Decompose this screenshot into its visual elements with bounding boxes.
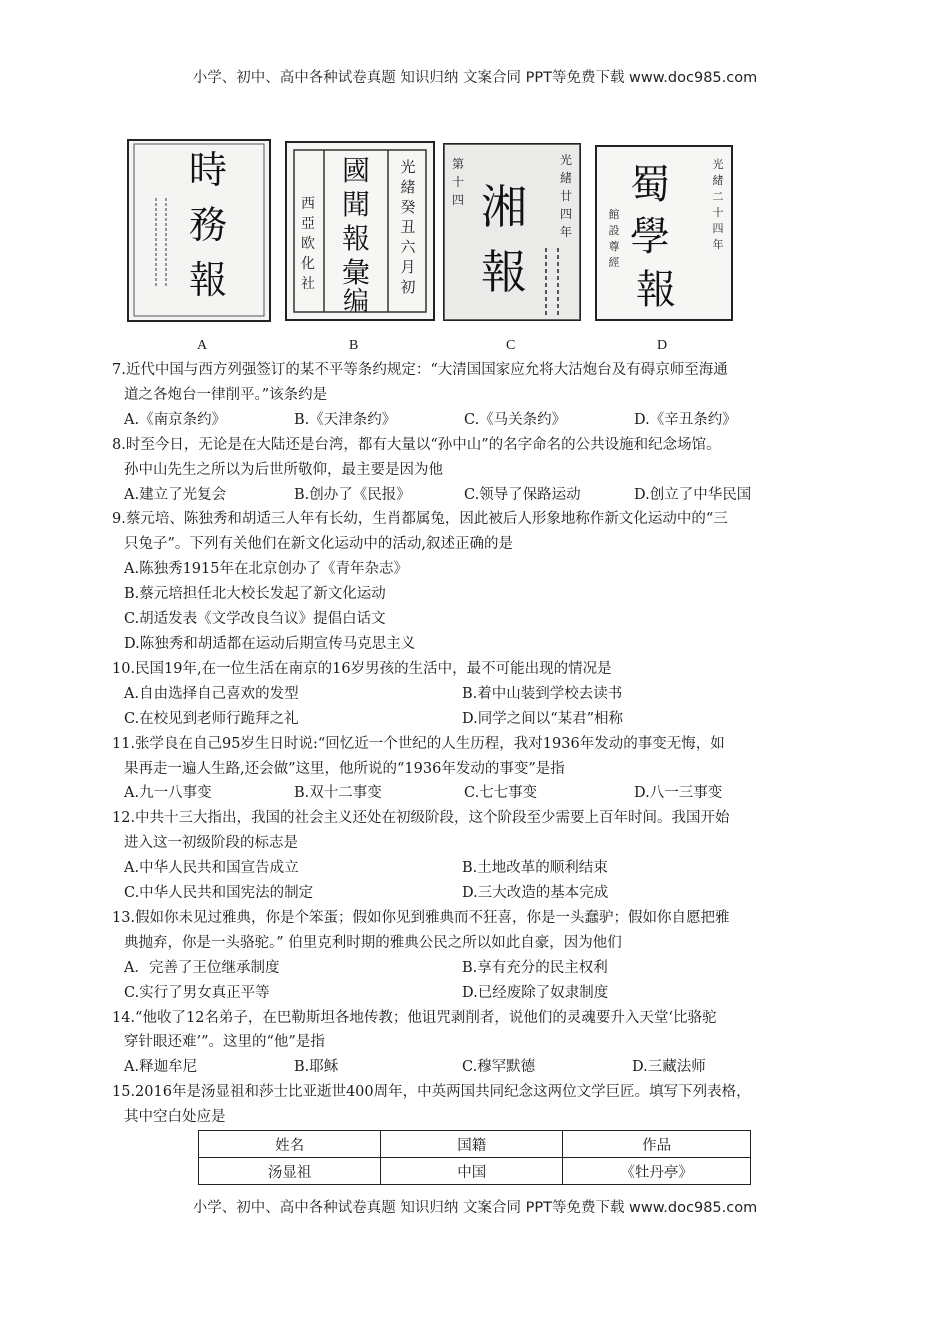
option-a: A.九一八事变	[124, 785, 212, 802]
question-stem: 14.“他收了12名弟子，在巴勒斯坦各地传教；他诅咒剥削者，说他们的灵魂要升入天堂‘比骆驼	[112, 1009, 717, 1026]
option-d: D.创立了中华民国	[634, 486, 752, 503]
question-stem: 13.假如你未见过雅典，你是个笨蛋；假如你见到雅典而不狂喜，你是一头蠢驴；假如你自愿把雅	[112, 909, 730, 926]
svg-text:化: 化	[301, 256, 315, 272]
image-label-a: A	[197, 338, 208, 353]
option-b: B.耶稣	[294, 1059, 339, 1076]
question-8	[112, 433, 842, 508]
svg-text:經: 經	[608, 256, 620, 269]
svg-text:十: 十	[712, 206, 724, 219]
option-d: D.已经废除了奴隶制度	[462, 984, 609, 1001]
question-10	[112, 657, 842, 732]
svg-text:十: 十	[451, 175, 465, 189]
option-c: C.《马关条约》	[464, 411, 567, 428]
table-header: 作品	[563, 1131, 751, 1158]
svg-text:館: 館	[608, 208, 620, 221]
svg-text:四: 四	[712, 222, 724, 235]
newspaper-images	[120, 138, 740, 326]
svg-text:第: 第	[451, 157, 465, 171]
question-15	[112, 1080, 842, 1130]
question-stem-cont: 其中空白处应是	[124, 1109, 226, 1126]
svg-text:報: 報	[636, 267, 676, 313]
svg-text:光: 光	[559, 153, 573, 167]
svg-text:彙: 彙	[341, 256, 371, 289]
option-c: C.七七事变	[464, 785, 538, 802]
question-stem: 15.2016年是汤显祖和莎士比亚逝世400周年，中英两国共同纪念这两位文学巨匠。填写下列表格，	[112, 1084, 751, 1101]
svg-text:報: 報	[341, 222, 371, 255]
svg-text:四: 四	[559, 207, 573, 221]
svg-text:年: 年	[559, 225, 573, 239]
table-row	[199, 1158, 751, 1185]
svg-text:初: 初	[400, 278, 416, 296]
svg-text:欧: 欧	[301, 236, 315, 252]
option-a: A．完善了王位继承制度	[124, 959, 280, 976]
question-stem: 8.时至今日，无论是在大陆还是台湾，都有大量以“孙中山”的名字命名的公共设施和纪念场馆。	[112, 436, 721, 453]
option-a: A.自由选择自己喜欢的发型	[124, 685, 299, 702]
image-label-b: B	[349, 338, 359, 353]
image-a-title-3: 報	[188, 258, 228, 302]
option-b: B.《天津条约》	[294, 411, 397, 428]
question-stem: 7.近代中国与西方列强签订的某不平等条约规定：“大清国国家应允将大沽炮台及有碍京师至海通	[112, 362, 728, 378]
option-d: D.同学之间以“某君”相称	[462, 710, 624, 727]
header-banner: 小学、初中、高中各种试卷真题 知识归纳 文案合同 PPT等免费下载 www.doc985.com	[192, 70, 758, 86]
option-b: B.双十二事变	[294, 785, 382, 802]
option-a: A.建立了光复会	[124, 486, 227, 503]
question-stem: 12.中共十三大指出，我国的社会主义还处在初级阶段，这个阶段至少需要上百年时间。我国开始	[112, 810, 730, 827]
question-stem-cont: 果再走一遍人生路,还会做”这里，他所说的“1936年发动的事变”是指	[124, 760, 565, 777]
question-stem-cont: 只兔子”。下列有关他们在新文化运动中的活动,叙述正确的是	[124, 536, 514, 553]
svg-text:緒: 緒	[559, 171, 573, 185]
svg-text:二: 二	[712, 190, 724, 203]
image-label-c: C	[506, 338, 516, 353]
option-c: C.穆罕默德	[462, 1059, 536, 1076]
question-stem: 11.张学良在自己95岁生日时说:“回忆近一个世纪的人生历程，我对1936年发动的事变无悔，如	[112, 735, 725, 752]
svg-text:廿: 廿	[559, 189, 573, 203]
option-d: D.三大改造的基本完成	[462, 885, 609, 902]
table-header: 姓名	[199, 1131, 381, 1158]
option-d: D.《辛丑条约》	[634, 411, 737, 428]
question-stem: 9.蔡元培、陈独秀和胡适三人年有长幼，生肖都属兔，因此被后人形象地称作新文化运动中的“三	[112, 511, 728, 528]
svg-text:癸: 癸	[400, 198, 416, 216]
option-b: B.蔡元培担任北大校长发起了新文化运动	[124, 586, 386, 603]
question-9	[112, 507, 842, 656]
svg-text:學: 學	[630, 214, 670, 260]
svg-text:尊: 尊	[608, 240, 620, 253]
question-12	[112, 806, 842, 906]
newspaper-image-c	[442, 138, 584, 323]
table-header: 国籍	[381, 1131, 563, 1158]
question-stem: 10.民国19年,在一位生活在南京的16岁男孩的生活中，最不可能出现的情况是	[112, 660, 612, 677]
svg-text:緒: 緒	[712, 174, 724, 187]
question-stem-cont: 道之各炮台一律削平。”该条约是	[124, 386, 328, 403]
option-b: B.土地改革的顺利结束	[462, 860, 608, 877]
option-d: D.陈独秀和胡适都在运动后期宣传马克思主义	[124, 635, 416, 652]
newspaper-image-b	[284, 138, 436, 323]
svg-text:聞: 聞	[341, 188, 371, 221]
answer-table	[198, 1130, 751, 1185]
option-b: B.着中山装到学校去读书	[462, 685, 623, 702]
question-stem-cont: 穿针眼还难’”。这里的“他”是指	[124, 1034, 325, 1051]
questions-list	[112, 358, 842, 1130]
table-cell: 中国	[381, 1158, 563, 1185]
image-a-title-1: 時	[188, 148, 228, 192]
option-d: D.三藏法师	[632, 1059, 706, 1076]
question-7	[112, 358, 842, 433]
option-b: B.创办了《民报》	[294, 486, 411, 503]
svg-text:湘: 湘	[481, 180, 527, 234]
svg-text:四: 四	[451, 193, 465, 207]
svg-text:六: 六	[400, 238, 416, 256]
option-c: C.领导了保路运动	[464, 486, 581, 503]
question-11	[112, 732, 842, 807]
option-a: A.中华人民共和国宣告成立	[124, 860, 299, 877]
question-stem-cont: 进入这一初级阶段的标志是	[124, 835, 298, 852]
option-c: C.中华人民共和国宪法的制定	[124, 885, 314, 902]
svg-text:國: 國	[341, 154, 371, 187]
option-c: C.胡适发表《文学改良刍议》提倡白话文	[124, 611, 386, 628]
question-14	[112, 1006, 842, 1081]
svg-text:緒: 緒	[400, 178, 416, 196]
table-header-row	[199, 1131, 751, 1158]
svg-text:蜀: 蜀	[630, 162, 670, 208]
svg-text:月: 月	[400, 258, 416, 276]
option-b: B.享有充分的民主权利	[462, 959, 608, 976]
footer-banner: 小学、初中、高中各种试卷真题 知识归纳 文案合同 PPT等免费下载 www.doc985.com	[192, 1200, 758, 1216]
svg-text:亞: 亞	[301, 216, 315, 232]
image-a-title-2: 務	[188, 203, 228, 247]
svg-text:設: 設	[608, 224, 620, 237]
svg-text:光: 光	[400, 158, 416, 176]
question-stem-cont: 孙中山先生之所以为后世所敬仰，最主要是因为他	[124, 461, 443, 478]
svg-text:光: 光	[712, 158, 724, 171]
option-c: C.在校见到老师行跪拜之礼	[124, 710, 299, 727]
image-label-d: D	[657, 338, 668, 353]
svg-text:丑: 丑	[400, 218, 416, 236]
svg-text:西: 西	[301, 196, 315, 212]
question-13	[112, 906, 842, 1006]
svg-text:報: 報	[481, 245, 527, 299]
svg-text:社: 社	[301, 276, 315, 292]
table-cell: 汤显祖	[199, 1158, 381, 1185]
option-c: C.实行了男女真正平等	[124, 984, 270, 1001]
question-stem-cont: 典抛弃，你是一头骆驼。” 伯里克利时期的雅典公民之所以如此自豪，因为他们	[124, 934, 622, 951]
svg-text:编: 编	[342, 287, 370, 317]
option-a: A.释迦牟尼	[124, 1059, 198, 1076]
newspaper-image-a	[126, 138, 272, 323]
newspaper-image-d	[594, 138, 736, 323]
option-a: A.《南京条约》	[124, 411, 227, 428]
option-d: D.八一三事变	[634, 785, 723, 802]
svg-text:年: 年	[712, 238, 724, 251]
table-cell: 《牡丹亭》	[563, 1158, 751, 1185]
option-a: A.陈独秀1915年在北京创办了《青年杂志》	[124, 561, 408, 578]
